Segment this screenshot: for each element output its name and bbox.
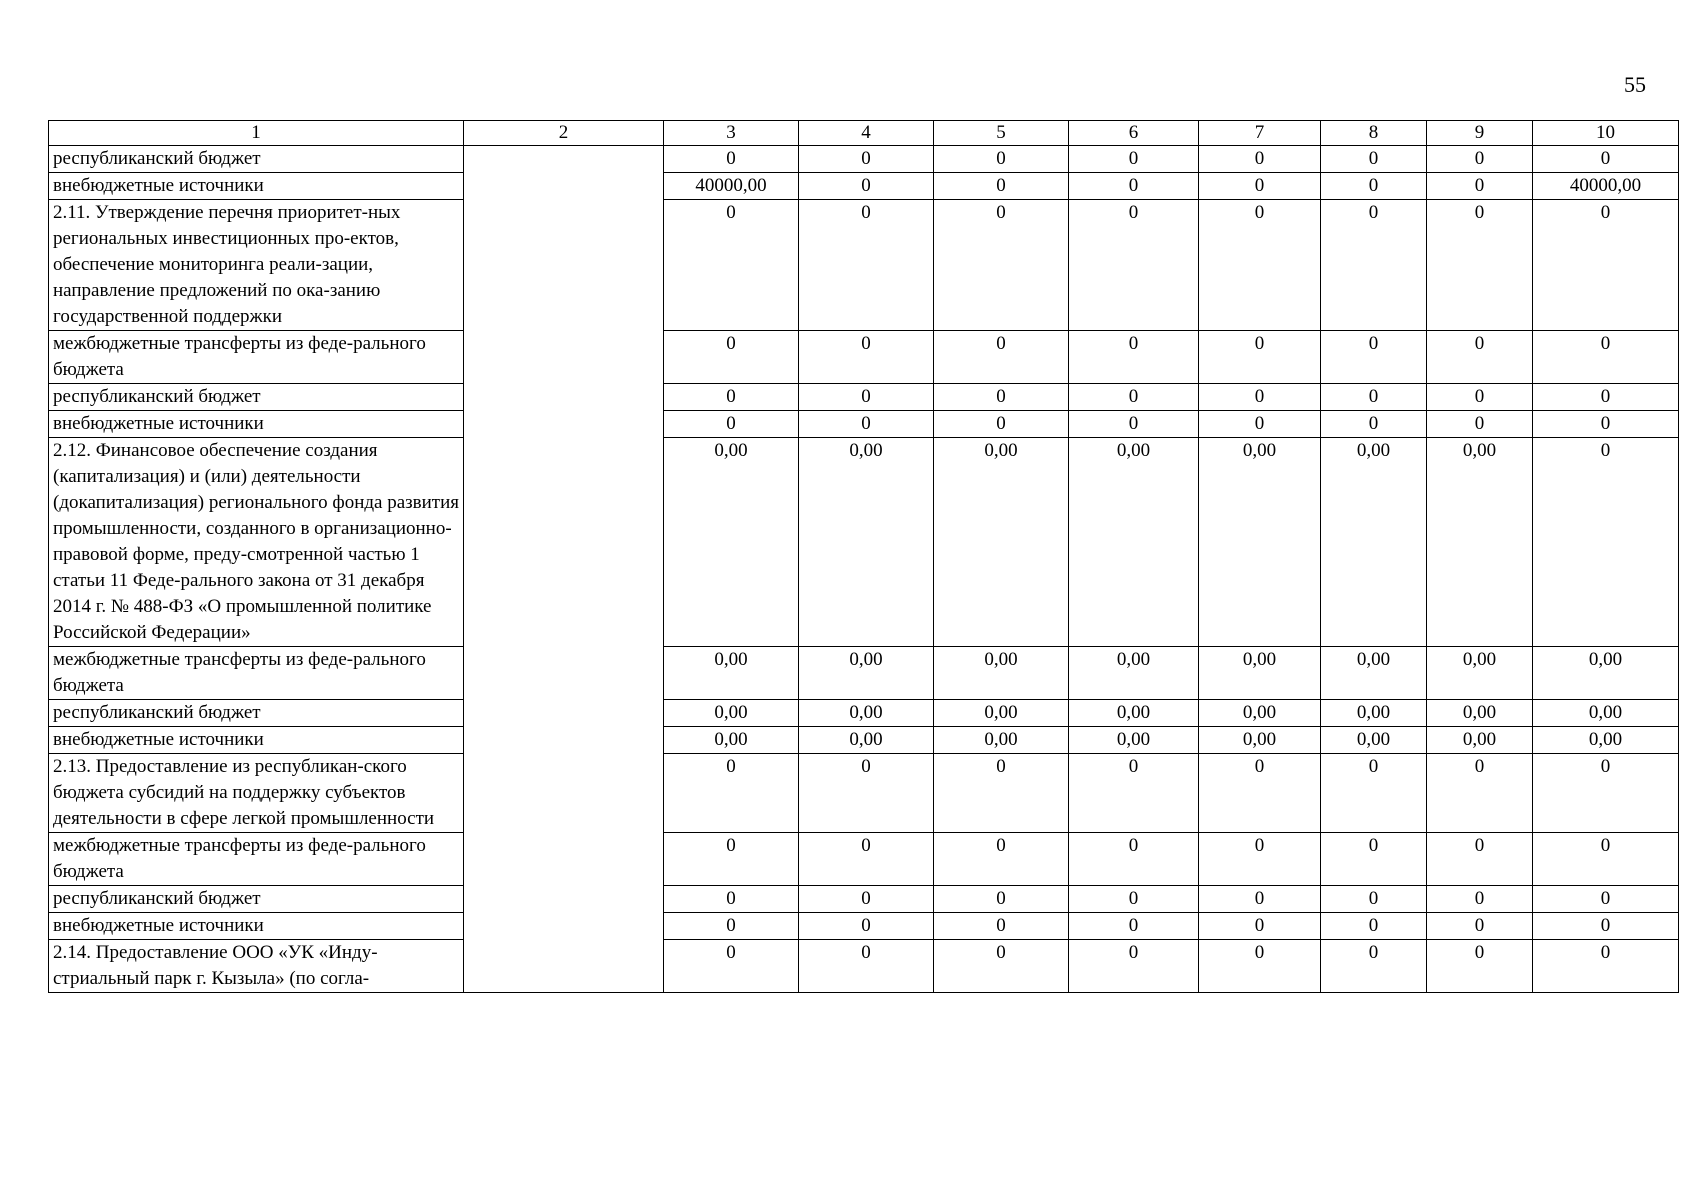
value-cell: 0,00 [799, 438, 934, 647]
value-cell: 0 [664, 913, 799, 940]
value-cell: 0 [1427, 384, 1533, 411]
value-cell: 0 [799, 200, 934, 331]
value-cell: 0 [1321, 384, 1427, 411]
value-cell: 0,00 [1069, 647, 1199, 700]
value-cell: 0,00 [1199, 438, 1321, 647]
value-cell: 0 [1069, 384, 1199, 411]
column-header: 2 [464, 121, 664, 146]
row-label: республиканский бюджет [49, 886, 464, 913]
value-cell: 0 [1321, 833, 1427, 886]
value-cell: 0,00 [1427, 647, 1533, 700]
value-cell: 0 [1533, 833, 1679, 886]
value-cell: 0,00 [934, 727, 1069, 754]
value-cell: 0 [1533, 913, 1679, 940]
value-cell: 0,00 [1199, 700, 1321, 727]
value-cell: 0 [1427, 200, 1533, 331]
value-cell: 0 [1427, 913, 1533, 940]
value-cell: 0 [934, 384, 1069, 411]
header-row [49, 121, 1679, 146]
value-cell: 0,00 [799, 727, 934, 754]
value-cell: 0 [1321, 146, 1427, 173]
value-cell: 0 [934, 913, 1069, 940]
value-cell: 0 [664, 411, 799, 438]
value-cell: 0 [1069, 331, 1199, 384]
value-cell: 0 [1199, 173, 1321, 200]
value-cell: 0,00 [934, 647, 1069, 700]
table-row [49, 647, 1679, 700]
value-cell: 0,00 [1199, 727, 1321, 754]
value-cell: 0 [799, 146, 934, 173]
value-cell: 0,00 [664, 700, 799, 727]
value-cell: 0 [1427, 886, 1533, 913]
value-cell: 0 [799, 754, 934, 833]
value-cell: 0,00 [664, 727, 799, 754]
value-cell: 0 [934, 833, 1069, 886]
value-cell: 0 [934, 173, 1069, 200]
value-cell: 0 [934, 754, 1069, 833]
table-row [49, 754, 1679, 833]
value-cell: 0,00 [1533, 647, 1679, 700]
value-cell: 0,00 [799, 647, 934, 700]
row-label: межбюджетные трансферты из феде-рального бюджета [49, 331, 464, 384]
value-cell: 0,00 [1533, 700, 1679, 727]
value-cell: 0 [1069, 886, 1199, 913]
row-label: республиканский бюджет [49, 384, 464, 411]
value-cell: 0 [1427, 331, 1533, 384]
table-row [49, 886, 1679, 913]
value-cell: 0 [1199, 331, 1321, 384]
column-2-cell [464, 146, 664, 993]
value-cell: 0 [664, 384, 799, 411]
column-header: 7 [1199, 121, 1321, 146]
row-label: республиканский бюджет [49, 146, 464, 173]
row-label: 2.13. Предоставление из республикан-ского бюджета субсидий на поддержку субъектов деятельности в сфере легкой промышленности [49, 754, 464, 833]
value-cell: 0 [1321, 754, 1427, 833]
value-cell: 0 [1533, 200, 1679, 331]
value-cell: 0 [1533, 411, 1679, 438]
value-cell: 0 [934, 331, 1069, 384]
value-cell: 0,00 [664, 647, 799, 700]
table-row [49, 384, 1679, 411]
table-row [49, 940, 1679, 993]
value-cell: 0,00 [934, 438, 1069, 647]
value-cell: 0 [1533, 886, 1679, 913]
value-cell: 0 [1069, 200, 1199, 331]
row-label: внебюджетные источники [49, 411, 464, 438]
value-cell: 0,00 [664, 438, 799, 647]
value-cell: 0,00 [1321, 438, 1427, 647]
value-cell: 0 [799, 913, 934, 940]
table-row [49, 146, 1679, 173]
column-header: 1 [49, 121, 464, 146]
value-cell: 0 [799, 384, 934, 411]
value-cell: 0 [1427, 173, 1533, 200]
row-label: внебюджетные источники [49, 913, 464, 940]
budget-table [48, 120, 1679, 993]
value-cell: 0 [799, 411, 934, 438]
value-cell: 0 [934, 146, 1069, 173]
value-cell: 0 [1533, 438, 1679, 647]
value-cell: 0 [1199, 913, 1321, 940]
table-row [49, 331, 1679, 384]
value-cell: 0,00 [1427, 438, 1533, 647]
value-cell: 0 [1069, 173, 1199, 200]
value-cell: 0 [1427, 833, 1533, 886]
table-row [49, 200, 1679, 331]
row-label: внебюджетные источники [49, 727, 464, 754]
value-cell: 0 [799, 331, 934, 384]
value-cell: 0 [799, 833, 934, 886]
value-cell: 0 [1199, 833, 1321, 886]
table-row [49, 727, 1679, 754]
row-label: 2.14. Предоставление ООО «УК «Инду-стриальный парк г. Кызыла» (по согла- [49, 940, 464, 993]
table-row [49, 833, 1679, 886]
value-cell: 0 [799, 173, 934, 200]
row-label: внебюджетные источники [49, 173, 464, 200]
value-cell: 0 [1069, 146, 1199, 173]
value-cell: 0 [1199, 384, 1321, 411]
value-cell: 0 [1199, 411, 1321, 438]
value-cell: 0 [1427, 411, 1533, 438]
table-row [49, 700, 1679, 727]
table-row [49, 411, 1679, 438]
value-cell: 0 [1533, 331, 1679, 384]
value-cell: 0,00 [1069, 700, 1199, 727]
row-label: республиканский бюджет [49, 700, 464, 727]
value-cell: 0 [1427, 146, 1533, 173]
value-cell: 0 [934, 411, 1069, 438]
value-cell: 0 [934, 200, 1069, 331]
value-cell: 40000,00 [1533, 173, 1679, 200]
row-label: 2.11. Утверждение перечня приоритет-ных региональных инвестиционных про-ектов, обеспечение мониторинга реали-зации, направление предложений по ока-занию государственной поддержки [49, 200, 464, 331]
column-header: 9 [1427, 121, 1533, 146]
value-cell: 0 [1321, 940, 1427, 993]
value-cell: 0,00 [799, 700, 934, 727]
column-header: 5 [934, 121, 1069, 146]
value-cell: 0 [1533, 146, 1679, 173]
value-cell: 0 [934, 940, 1069, 993]
value-cell: 0 [1069, 411, 1199, 438]
table-row [49, 913, 1679, 940]
value-cell: 0 [1199, 886, 1321, 913]
value-cell: 0 [1199, 200, 1321, 331]
value-cell: 0,00 [1321, 700, 1427, 727]
column-header: 8 [1321, 121, 1427, 146]
value-cell: 0 [1321, 331, 1427, 384]
value-cell: 0,00 [1533, 727, 1679, 754]
column-header: 4 [799, 121, 934, 146]
value-cell: 0 [1069, 913, 1199, 940]
value-cell: 0 [1199, 146, 1321, 173]
value-cell: 0 [1533, 754, 1679, 833]
table-row [49, 173, 1679, 200]
value-cell: 0 [664, 146, 799, 173]
value-cell: 0 [1321, 411, 1427, 438]
value-cell: 0 [664, 331, 799, 384]
value-cell: 0,00 [1321, 647, 1427, 700]
value-cell: 0,00 [1321, 727, 1427, 754]
value-cell: 0 [664, 833, 799, 886]
value-cell: 0 [664, 754, 799, 833]
value-cell: 0 [1321, 173, 1427, 200]
value-cell: 0 [664, 886, 799, 913]
column-header: 6 [1069, 121, 1199, 146]
column-header: 3 [664, 121, 799, 146]
row-label: 2.12. Финансовое обеспечение создания (капитализация) и (или) деятельности (докапитализация) регионального фонда развития промышленности, созданного в организационно-правовой форме, преду-смотренной частью 1 статьи 11 Феде-рального закона от 31 декабря 2014 г. № 488-ФЗ «О промышленной политике Российской Федерации» [49, 438, 464, 647]
value-cell: 0,00 [1069, 438, 1199, 647]
value-cell: 0 [1321, 886, 1427, 913]
value-cell: 40000,00 [664, 173, 799, 200]
value-cell: 0 [799, 940, 934, 993]
value-cell: 0 [1321, 913, 1427, 940]
value-cell: 0,00 [1199, 647, 1321, 700]
value-cell: 0 [1069, 833, 1199, 886]
value-cell: 0 [1199, 940, 1321, 993]
value-cell: 0,00 [1069, 727, 1199, 754]
value-cell: 0 [799, 886, 934, 913]
value-cell: 0 [1427, 754, 1533, 833]
value-cell: 0,00 [1427, 727, 1533, 754]
value-cell: 0 [1533, 940, 1679, 993]
value-cell: 0,00 [1427, 700, 1533, 727]
value-cell: 0 [1069, 940, 1199, 993]
value-cell: 0 [1069, 754, 1199, 833]
row-label: межбюджетные трансферты из феде-рального бюджета [49, 833, 464, 886]
value-cell: 0 [1427, 940, 1533, 993]
value-cell: 0 [664, 940, 799, 993]
row-label: межбюджетные трансферты из феде-рального бюджета [49, 647, 464, 700]
column-header: 10 [1533, 121, 1679, 146]
table-row [49, 438, 1679, 647]
value-cell: 0 [1321, 200, 1427, 331]
page-number: 55 [1624, 72, 1646, 97]
value-cell: 0 [1533, 384, 1679, 411]
value-cell: 0 [1199, 754, 1321, 833]
value-cell: 0,00 [934, 700, 1069, 727]
value-cell: 0 [934, 886, 1069, 913]
value-cell: 0 [664, 200, 799, 331]
